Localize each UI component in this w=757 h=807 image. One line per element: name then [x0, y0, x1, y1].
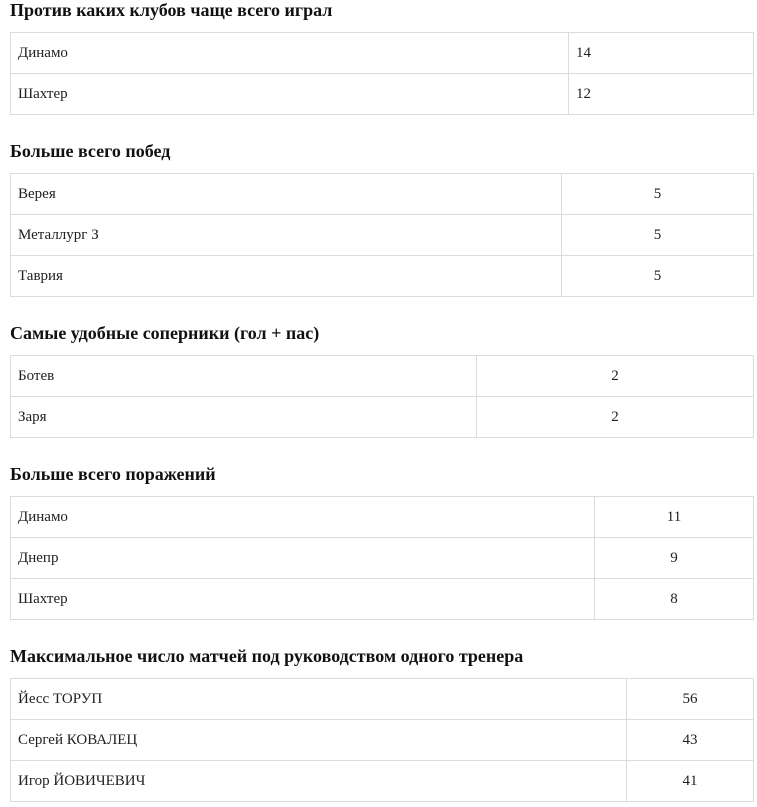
- section-most-played-opponents: [10, 0, 753, 102]
- section-title: Больше всего поражений: [10, 464, 216, 484]
- table-row: [11, 174, 754, 215]
- matches-count: 12: [569, 74, 754, 115]
- club-name: Днепр: [11, 538, 595, 579]
- table-row: [11, 356, 754, 397]
- stats-table: [10, 355, 754, 438]
- defeats-count: 9: [595, 538, 754, 579]
- table-row: [11, 33, 754, 74]
- matches-count: 56: [627, 679, 754, 720]
- section-favourite-opponents: [10, 323, 753, 425]
- club-name: Шахтер: [11, 579, 595, 620]
- matches-count: 43: [627, 720, 754, 761]
- club-name: Динамо: [11, 497, 595, 538]
- matches-count: 14: [569, 33, 754, 74]
- coach-name: Игор ЙОВИЧЕВИЧ: [11, 761, 627, 802]
- table-row: [11, 720, 754, 761]
- section-title: Максимальное число матчей под руководством одного тренера: [10, 646, 524, 666]
- club-name: Верея: [11, 174, 562, 215]
- section-max-matches-under-coach: [10, 646, 753, 789]
- club-name: Таврия: [11, 256, 562, 297]
- section-title: Больше всего побед: [10, 141, 171, 161]
- section-most-defeats: [10, 464, 753, 607]
- club-name: Металлург З: [11, 215, 562, 256]
- club-name: Заря: [11, 397, 477, 438]
- matches-count: 41: [627, 761, 754, 802]
- stats-table: [10, 173, 754, 297]
- table-row: [11, 538, 754, 579]
- stats-table: [10, 496, 754, 620]
- wins-count: 5: [562, 215, 754, 256]
- table-row: [11, 579, 754, 620]
- goal-assist-count: 2: [477, 397, 754, 438]
- coach-name: Сергей КОВАЛЕЦ: [11, 720, 627, 761]
- stats-table: [10, 32, 754, 115]
- club-name: Динамо: [11, 33, 569, 74]
- table-row: [11, 74, 754, 115]
- table-row: [11, 215, 754, 256]
- table-row: [11, 256, 754, 297]
- section-title: Самые удобные соперники (гол + пас): [10, 323, 320, 343]
- stats-table: [10, 678, 754, 802]
- table-row: [11, 497, 754, 538]
- coach-name: Йесс ТОРУП: [11, 679, 627, 720]
- defeats-count: 8: [595, 579, 754, 620]
- table-row: [11, 397, 754, 438]
- table-row: [11, 761, 754, 802]
- table-row: [11, 679, 754, 720]
- wins-count: 5: [562, 174, 754, 215]
- section-title: Против каких клубов чаще всего играл: [10, 0, 333, 20]
- goal-assist-count: 2: [477, 356, 754, 397]
- section-most-wins: [10, 141, 753, 284]
- wins-count: 5: [562, 256, 754, 297]
- defeats-count: 11: [595, 497, 754, 538]
- club-name: Ботев: [11, 356, 477, 397]
- club-name: Шахтер: [11, 74, 569, 115]
